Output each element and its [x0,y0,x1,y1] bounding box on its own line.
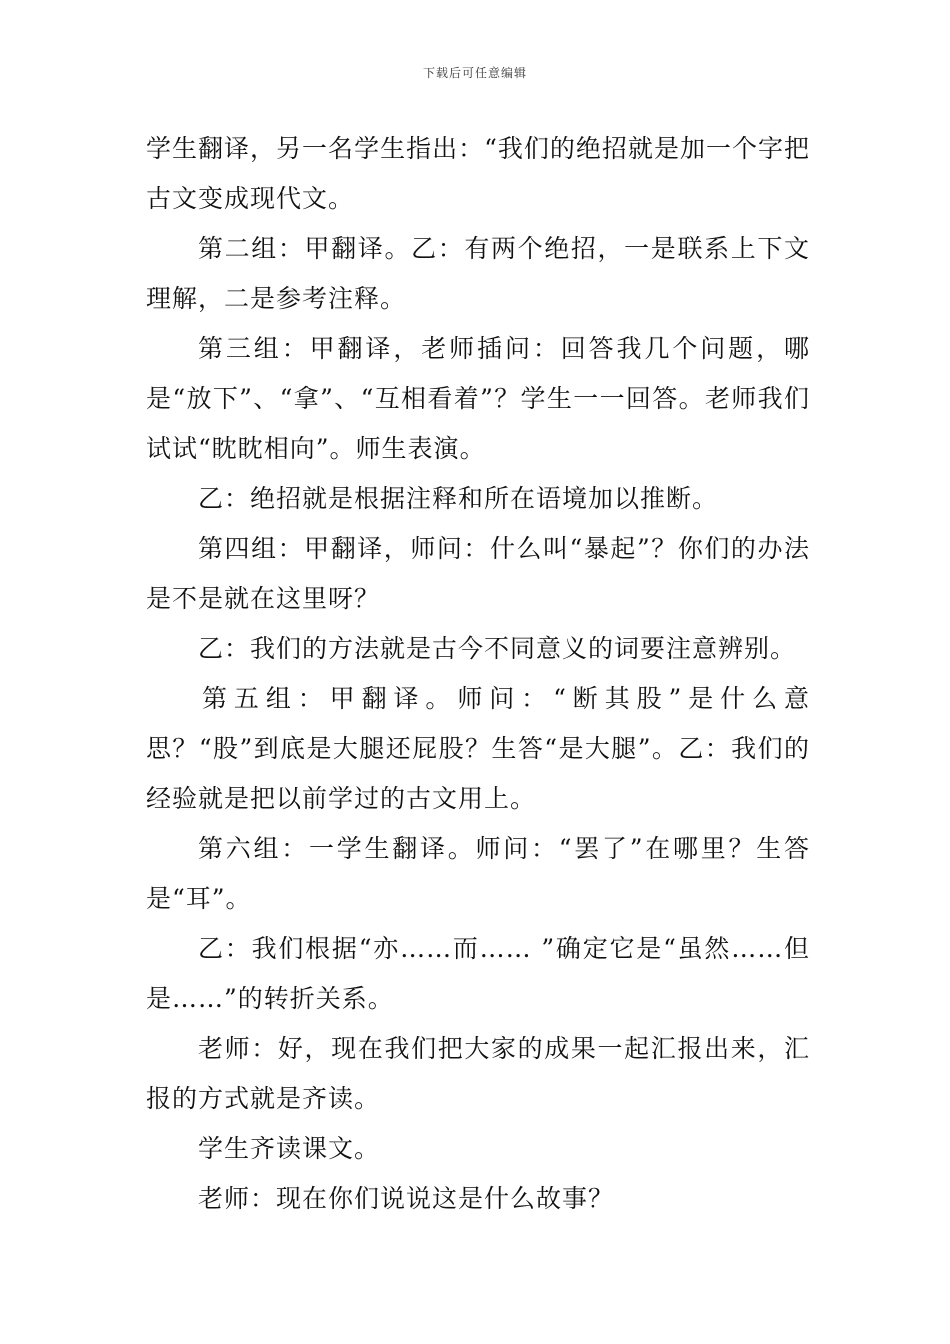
document-body [146,124,810,1224]
paragraph-6: 乙：我们的方法就是古今不同意义的词要注意辨别。 [198,634,797,663]
paragraph-5: 第四组：甲翻译，师问：什么叫“暴起”？你们的办法是不是就在这里呀？ [146,534,810,613]
paragraph-1: 学生翻译，另一名学生指出：“我们的绝招就是加一个字把古文变成现代文。 [146,134,810,213]
paragraph-10: 老师：好，现在我们把大家的成果一起汇报出来，汇报的方式就是齐读。 [146,1034,810,1113]
paragraph-12: 老师：现在你们说说这是什么故事？ [198,1184,615,1213]
paragraph-2: 第二组：甲翻译。乙：有两个绝招，一是联系上下文理解，二是参考注释。 [146,234,810,313]
paragraph-11: 学生齐读课文。 [198,1134,381,1163]
page-header: 下载后可任意编辑 [422,66,527,80]
paragraph-3: 第三组：甲翻译，老师插问：回答我几个问题，哪是“放下”、“拿”、“互相看着”？学生一一回答。老师我们试试“眈眈相向”。师生表演。 [146,334,810,463]
paragraph-9: 乙：我们根据“亦……而…… ”确定它是“虽然……但是……”的转折关系。 [146,934,810,1013]
paragraph-7: 第五组：甲翻译。师问：“断其股”是什么意思？“股”到底是大腿还屁股？生答“是大腿”。乙：我们的经验就是把以前学过的古文用上。 [146,684,810,813]
paragraph-8: 第六组：一学生翻译。师问：“罢了”在哪里？生答是“耳”。 [146,834,810,913]
paragraph-4: 乙：绝招就是根据注释和所在语境加以推断。 [198,484,719,513]
